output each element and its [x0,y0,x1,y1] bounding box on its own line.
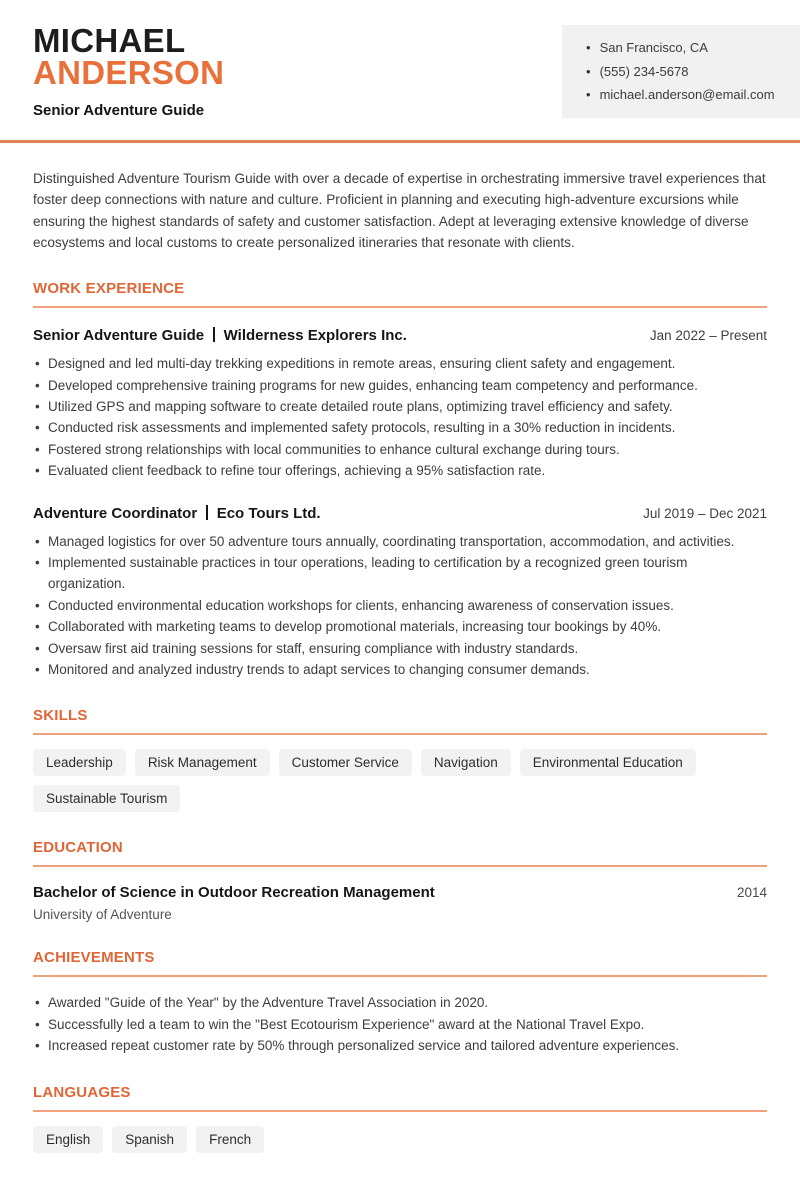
location-text: San Francisco, CA [599,40,708,55]
education-entry [33,884,767,901]
resume-body [0,168,800,1183]
skill-tag: Leadership [33,749,126,776]
bullet-item: • Monitored and analyzed industry trends to adapt services to changing consumer demands. [33,659,767,680]
education-heading: EDUCATION [33,839,123,857]
language-tag: English [33,1126,103,1153]
bullet-item: • Managed logistics for over 50 adventure tours annually, coordinating transportation, accommodation, and activities. [33,531,767,552]
job-bullet-list [33,531,767,681]
bullet-item: • Evaluated client feedback to refine tour offerings, achieving a 95% satisfaction rate. [33,460,767,481]
bullet-item: • Fostered strong relationships with local communities to enhance cultural exchange during tours. [33,439,767,460]
graduation-year: 2014 [736,885,767,901]
job-company: Wilderness Explorers Inc. [223,327,407,345]
bullet-item: • Collaborated with marketing teams to develop promotional materials, increasing tour bookings by 40%. [33,616,767,637]
job-company: Eco Tours Ltd. [216,504,321,522]
section-divider [33,865,767,867]
achievements-list [33,992,767,1056]
contact-email [586,83,792,107]
bullet-item: • Designed and led multi-day trekking expeditions in remote areas, ensuring client safety and engagement. [33,353,767,374]
section-divider [33,975,767,977]
contact-location [586,36,792,60]
job-role: Adventure Coordinator [33,504,198,522]
section-skills [33,707,767,812]
job-dates: Jan 2022 – Present [649,328,767,344]
bullet-item: • Successfully led a team to win the "Best Ecotourism Experience" award at the National Travel Expo. [33,1014,767,1035]
job-title-line [33,505,321,522]
bullet-item: • Conducted risk assessments and implemented safety protocols, resulting in a 30% reduction in incidents. [33,417,767,438]
work-experience-heading: WORK EXPERIENCE [33,280,185,298]
last-name: ANDERSON [33,54,225,91]
bullet-item: • Developed comprehensive training programs for new guides, enhancing team competency and performance. [33,375,767,396]
language-tag: Spanish [112,1126,187,1153]
contact-phone [586,60,792,84]
achievements-heading: ACHIEVEMENTS [33,949,155,967]
section-divider [33,1110,767,1112]
header [0,0,800,119]
phone-text: (555) 234-5678 [599,63,689,79]
section-languages [33,1084,767,1153]
job-role: Senior Adventure Guide [33,327,205,345]
section-divider [33,306,767,308]
bullet-item: • Oversaw first aid training sessions for staff, ensuring compliance with industry standards. [33,638,767,659]
job-entry [33,505,767,681]
candidate-job-title: Senior Adventure Guide [33,102,205,119]
first-name: MICHAEL [33,22,186,59]
bullet-item: • Utilized GPS and mapping software to create detailed route plans, optimizing travel efficiency and safety. [33,396,767,417]
skill-tag: Navigation [421,749,511,776]
school-name: University of Adventure [33,907,172,923]
section-education [33,839,767,922]
job-header [33,505,767,522]
section-divider [33,733,767,735]
skill-tag: Risk Management [135,749,270,776]
degree-title: Bachelor of Science in Outdoor Recreation Management [33,884,435,902]
bullet-icon: • [586,87,591,102]
email-text: michael.anderson@email.com [599,87,775,102]
job-title-line [33,327,407,344]
job-bullet-list [33,353,767,481]
section-work-experience [33,280,767,680]
language-tag: French [196,1126,264,1153]
skills-list [33,749,767,812]
header-divider [0,140,800,143]
skill-tag: Environmental Education [520,749,696,776]
summary-paragraph: Distinguished Adventure Tourism Guide with over a decade of expertise in orchestrating immersive travel experiences that foster deep connections with nature and culture. Proficient in planning and executing high-adventure excursions while ensuring the highest standards of safety and customer satisfaction. Adept at leveraging extensive knowledge of diverse ecosystems and local customs to create personalized itineraries that resonate with clients. [33,171,766,250]
skill-tag: Sustainable Tourism [33,785,180,812]
bullet-item: • Awarded "Guide of the Year" by the Adventure Travel Association in 2020. [33,992,767,1013]
contact-box [562,25,800,118]
pipe-divider [213,327,215,342]
bullet-item: • Implemented sustainable practices in tour operations, leading to certification by a recognized green tourism organization. [33,552,767,595]
bullet-item: • Increased repeat customer rate by 50% through personalized service and tailored adventure experiences. [33,1035,767,1056]
bullet-icon: • [586,40,591,55]
pipe-divider [206,505,208,520]
job-header [33,327,767,344]
section-achievements [33,949,767,1056]
languages-heading: LANGUAGES [33,1083,131,1101]
skill-tag: Customer Service [279,749,412,776]
job-dates: Jul 2019 – Dec 2021 [643,505,767,521]
job-entry [33,327,767,481]
bullet-icon: • [586,63,591,79]
bullet-item: • Conducted environmental education workshops for clients, enhancing awareness of conservation issues. [33,595,767,616]
skills-heading: SKILLS [33,707,88,725]
